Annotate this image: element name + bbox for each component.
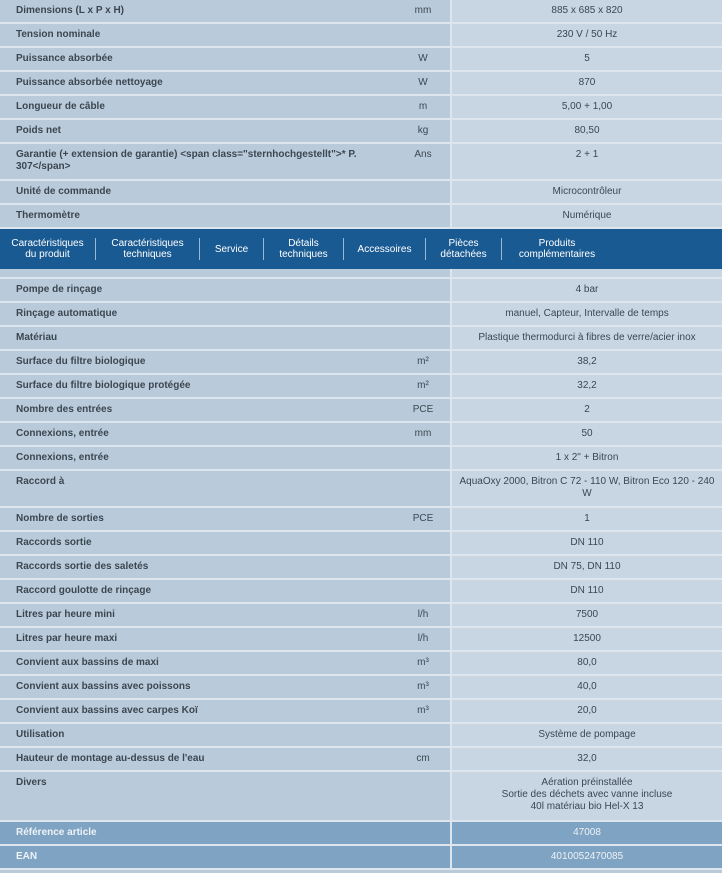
row-label: Matériau [16, 332, 58, 343]
row-unit: Ans [414, 149, 432, 160]
row-label: Unité de commande [16, 186, 112, 197]
row-label: Raccords sortie [16, 537, 92, 548]
row-label: Raccord goulotte de rinçage [16, 585, 152, 596]
table-row [0, 724, 722, 748]
row-value: Système de pompage [450, 724, 722, 746]
row-value: Aération préinstallée Sortie des déchets avec vanne incluse 40l matériau bio Hel-X 13 [450, 772, 722, 820]
row-value: AquaOxy 2000, Bitron C 72 - 110 W, Bitron Eco 120 - 240 W [450, 471, 722, 506]
row-label: Longueur de câble [16, 101, 105, 112]
row-label: Nombre de sorties [16, 513, 104, 524]
table-row [0, 205, 722, 229]
table-row [0, 144, 722, 181]
row-value: 1 x 2" + Bitron [450, 447, 722, 469]
row-label: Raccords sortie des saletés [16, 561, 149, 572]
row-value: 32,0 [450, 748, 722, 770]
row-label: Connexions, entrée [16, 452, 109, 463]
row-value: 870 [450, 72, 722, 94]
row-value: 230 V / 50 Hz [450, 24, 722, 46]
row-value: 4 bar [450, 279, 722, 301]
row-unit: kg [417, 125, 429, 136]
row-unit: m² [417, 356, 429, 367]
table-row [0, 628, 722, 652]
table-row [0, 700, 722, 724]
row-value: 2 + 1 [450, 144, 722, 179]
row-label: Surface du filtre biologique protégée [16, 380, 191, 391]
row-value: 80,50 [450, 120, 722, 142]
row-unit: PCE [412, 513, 434, 524]
table-row [0, 24, 722, 48]
row-label: Puissance absorbée [16, 53, 113, 64]
row-value: DN 110 [450, 532, 722, 554]
row-value: Numérique [450, 205, 722, 227]
row-value: 5,00 + 1,00 [450, 96, 722, 118]
row-label: Nombre des entrées [16, 404, 113, 415]
row-label: Convient aux bassins de maxi [16, 657, 159, 668]
row-unit: m³ [417, 681, 429, 692]
row-label: Puissance absorbée nettoyage [16, 77, 163, 88]
row-label: Garantie (+ extension de garantie) <span class="sternhochgestellt">* P. 307</span> [16, 149, 357, 172]
table-row [0, 399, 722, 423]
row-value: 5 [450, 48, 722, 70]
row-value: manuel, Capteur, Intervalle de temps [450, 303, 722, 325]
row-label: Litres par heure mini [16, 609, 115, 620]
tab-service[interactable]: Service [200, 238, 264, 260]
table-row [0, 676, 722, 700]
row-unit: m³ [417, 705, 429, 716]
table-row [0, 72, 722, 96]
row-label: Divers [16, 777, 47, 788]
row-value: 20,0 [450, 700, 722, 722]
tab-spare-parts[interactable]: Pièces détachées [426, 238, 502, 260]
row-unit: l/h [417, 609, 429, 620]
row-label: Connexions, entrée [16, 428, 109, 439]
row-value: 38,2 [450, 351, 722, 373]
row-unit: m³ [417, 657, 429, 668]
table-row [0, 327, 722, 351]
row-unit: PCE [412, 404, 434, 415]
row-label: EAN [16, 851, 38, 862]
table-row [0, 181, 722, 205]
table-row [0, 580, 722, 604]
row-value: DN 75, DN 110 [450, 556, 722, 578]
table-row [0, 508, 722, 532]
row-label: Poids net [16, 125, 62, 136]
row-unit: m² [417, 380, 429, 391]
row-value: 40,0 [450, 676, 722, 698]
table-row [0, 772, 722, 822]
table-row [0, 423, 722, 447]
table-row [0, 556, 722, 580]
table-row [0, 471, 722, 508]
row-label: Hauteur de montage au-dessus de l'eau [16, 753, 205, 764]
table-row [0, 652, 722, 676]
row-value: 1 [450, 508, 722, 530]
tab-technical-details[interactable]: Détails techniques [264, 238, 344, 260]
table-row [0, 748, 722, 772]
row-value: Microcontrôleur [450, 181, 722, 203]
row-value: 4010052470085 [450, 846, 722, 868]
row-value: 50 [450, 423, 722, 445]
row-label: Thermomètre [16, 210, 80, 221]
row-unit: W [418, 77, 428, 88]
table-row [0, 96, 722, 120]
table-row-ean [0, 846, 722, 870]
tab-accessories[interactable]: Accessoires [344, 238, 426, 260]
row-label: Surface du filtre biologique [16, 356, 146, 367]
tab-product-features[interactable]: Caractéristiques du produit [0, 238, 96, 260]
row-label: Convient aux bassins avec carpes Koï [16, 705, 198, 716]
row-value: 47008 [450, 822, 722, 844]
row-label: Dimensions (L x P x H) [16, 5, 124, 16]
row-value: 2 [450, 399, 722, 421]
table-row [0, 532, 722, 556]
row-label: Convient aux bassins avec poissons [16, 681, 191, 692]
row-value: 32,2 [450, 375, 722, 397]
row-label: Référence article [16, 827, 97, 838]
row-unit: mm [414, 428, 432, 439]
table-row [0, 447, 722, 471]
row-unit: l/h [417, 633, 429, 644]
table-row [0, 48, 722, 72]
row-value: 80,0 [450, 652, 722, 674]
row-unit: m [418, 101, 428, 112]
table-row [0, 351, 722, 375]
row-value: 12500 [450, 628, 722, 650]
row-label: Tension nominale [16, 29, 101, 40]
row-label: Litres par heure maxi [16, 633, 118, 644]
row-value: Plastique thermodurci à fibres de verre/acier inox [450, 327, 722, 349]
row-unit: W [418, 53, 428, 64]
tab-technical-features[interactable]: Caractéristiques techniques [96, 238, 200, 260]
row-unit: cm [416, 753, 430, 764]
product-tab-nav [0, 229, 722, 269]
tab-complementary-products[interactable]: Produits complémentaires [518, 238, 596, 260]
table-row [0, 303, 722, 327]
table-row [0, 375, 722, 399]
row-value: 7500 [450, 604, 722, 626]
row-label: Pompe de rinçage [16, 284, 103, 295]
table-row-reference [0, 822, 722, 846]
row-value: 885 x 685 x 820 [450, 0, 722, 22]
row-value: DN 110 [450, 580, 722, 602]
table-row [0, 120, 722, 144]
row-label: Raccord à [16, 476, 65, 487]
row-unit: mm [414, 5, 432, 16]
table-row [0, 279, 722, 303]
table-row [0, 604, 722, 628]
row-label: Rinçage automatique [16, 308, 118, 319]
row-label: Utilisation [16, 729, 65, 740]
table-row [0, 0, 722, 24]
